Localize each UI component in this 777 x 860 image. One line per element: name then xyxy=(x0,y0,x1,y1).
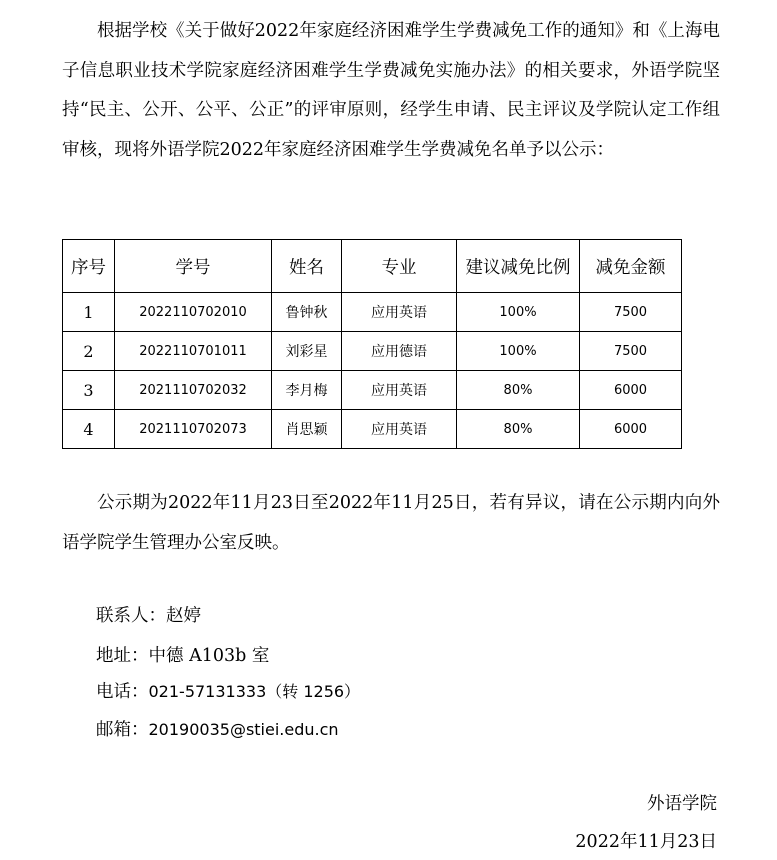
cell-no: 2 xyxy=(63,332,115,371)
cell-ratio: 100% xyxy=(457,332,580,371)
table-row xyxy=(63,410,682,449)
cell-name: 鲁钟秋 xyxy=(272,293,342,332)
cell-major: 应用英语 xyxy=(342,293,457,332)
cell-student-id: 2021110702032 xyxy=(115,371,272,410)
cell-student-id: 2022110702010 xyxy=(115,293,272,332)
table-row xyxy=(63,293,682,332)
cell-amount: 7500 xyxy=(580,332,682,371)
cell-amount: 6000 xyxy=(580,410,682,449)
cell-ratio: 100% xyxy=(457,293,580,332)
cell-name: 刘彩星 xyxy=(272,332,342,371)
signature-date: 2022年11月23日 xyxy=(575,832,717,852)
table-header-row xyxy=(63,240,682,293)
header-ratio: 建议减免比例 xyxy=(457,240,580,293)
header-name: 姓名 xyxy=(272,240,342,293)
publicity-period-paragraph: 公示期为2022年11月23日至2022年11月25日，若有异议，请在公示期内向外语学院学生管理办公室反映。 xyxy=(62,493,720,553)
cell-major: 应用德语 xyxy=(342,332,457,371)
cell-student-id: 2021110702073 xyxy=(115,410,272,449)
cell-major: 应用英语 xyxy=(342,371,457,410)
intro-paragraph: 根据学校《关于做好2022年家庭经济困难学生学费减免工作的通知》和《上海电子信息职业技术学院家庭经济困难学生学费减免实施办法》的相关要求，外语学院坚持“民主、公开、公平、公正”的评审原则，经学生申请、民主评议及学院认定工作组审核，现将外语学院2022年家庭经济困难学生学费减免名单予以公示： xyxy=(62,21,720,160)
contact-phone xyxy=(96,680,360,704)
reduction-list-table xyxy=(62,239,682,449)
cell-amount: 6000 xyxy=(580,371,682,410)
cell-amount: 7500 xyxy=(580,293,682,332)
cell-no: 3 xyxy=(63,371,115,410)
contact-address-label: 地址： xyxy=(96,646,149,666)
cell-ratio: 80% xyxy=(457,410,580,449)
table-row xyxy=(63,371,682,410)
cell-name: 肖思颖 xyxy=(272,410,342,449)
cell-student-id: 2022110701011 xyxy=(115,332,272,371)
cell-no: 4 xyxy=(63,410,115,449)
cell-ratio: 80% xyxy=(457,371,580,410)
header-student-id: 学号 xyxy=(115,240,272,293)
cell-no: 1 xyxy=(63,293,115,332)
header-amount: 减免金额 xyxy=(580,240,682,293)
contact-address-value: 中德 A103b 室 xyxy=(148,646,270,666)
header-no: 序号 xyxy=(63,240,115,293)
contact-email-label: 邮箱： xyxy=(96,720,149,740)
cell-name: 李月梅 xyxy=(272,371,342,410)
table-row xyxy=(63,332,682,371)
contact-person-value: 赵婷 xyxy=(166,606,201,626)
contact-phone-label: 电话： xyxy=(96,682,149,702)
contact-phone-value: 021-57131333（转 1256） xyxy=(148,682,361,701)
header-major: 专业 xyxy=(342,240,457,293)
contact-email xyxy=(96,718,339,742)
cell-major: 应用英语 xyxy=(342,410,457,449)
contact-person-label: 联系人： xyxy=(96,606,166,626)
contact-person xyxy=(96,604,201,628)
contact-email-value: 20190035@stiei.edu.cn xyxy=(148,720,339,739)
contact-address xyxy=(96,644,269,668)
signature-organization: 外语学院 xyxy=(647,794,717,814)
